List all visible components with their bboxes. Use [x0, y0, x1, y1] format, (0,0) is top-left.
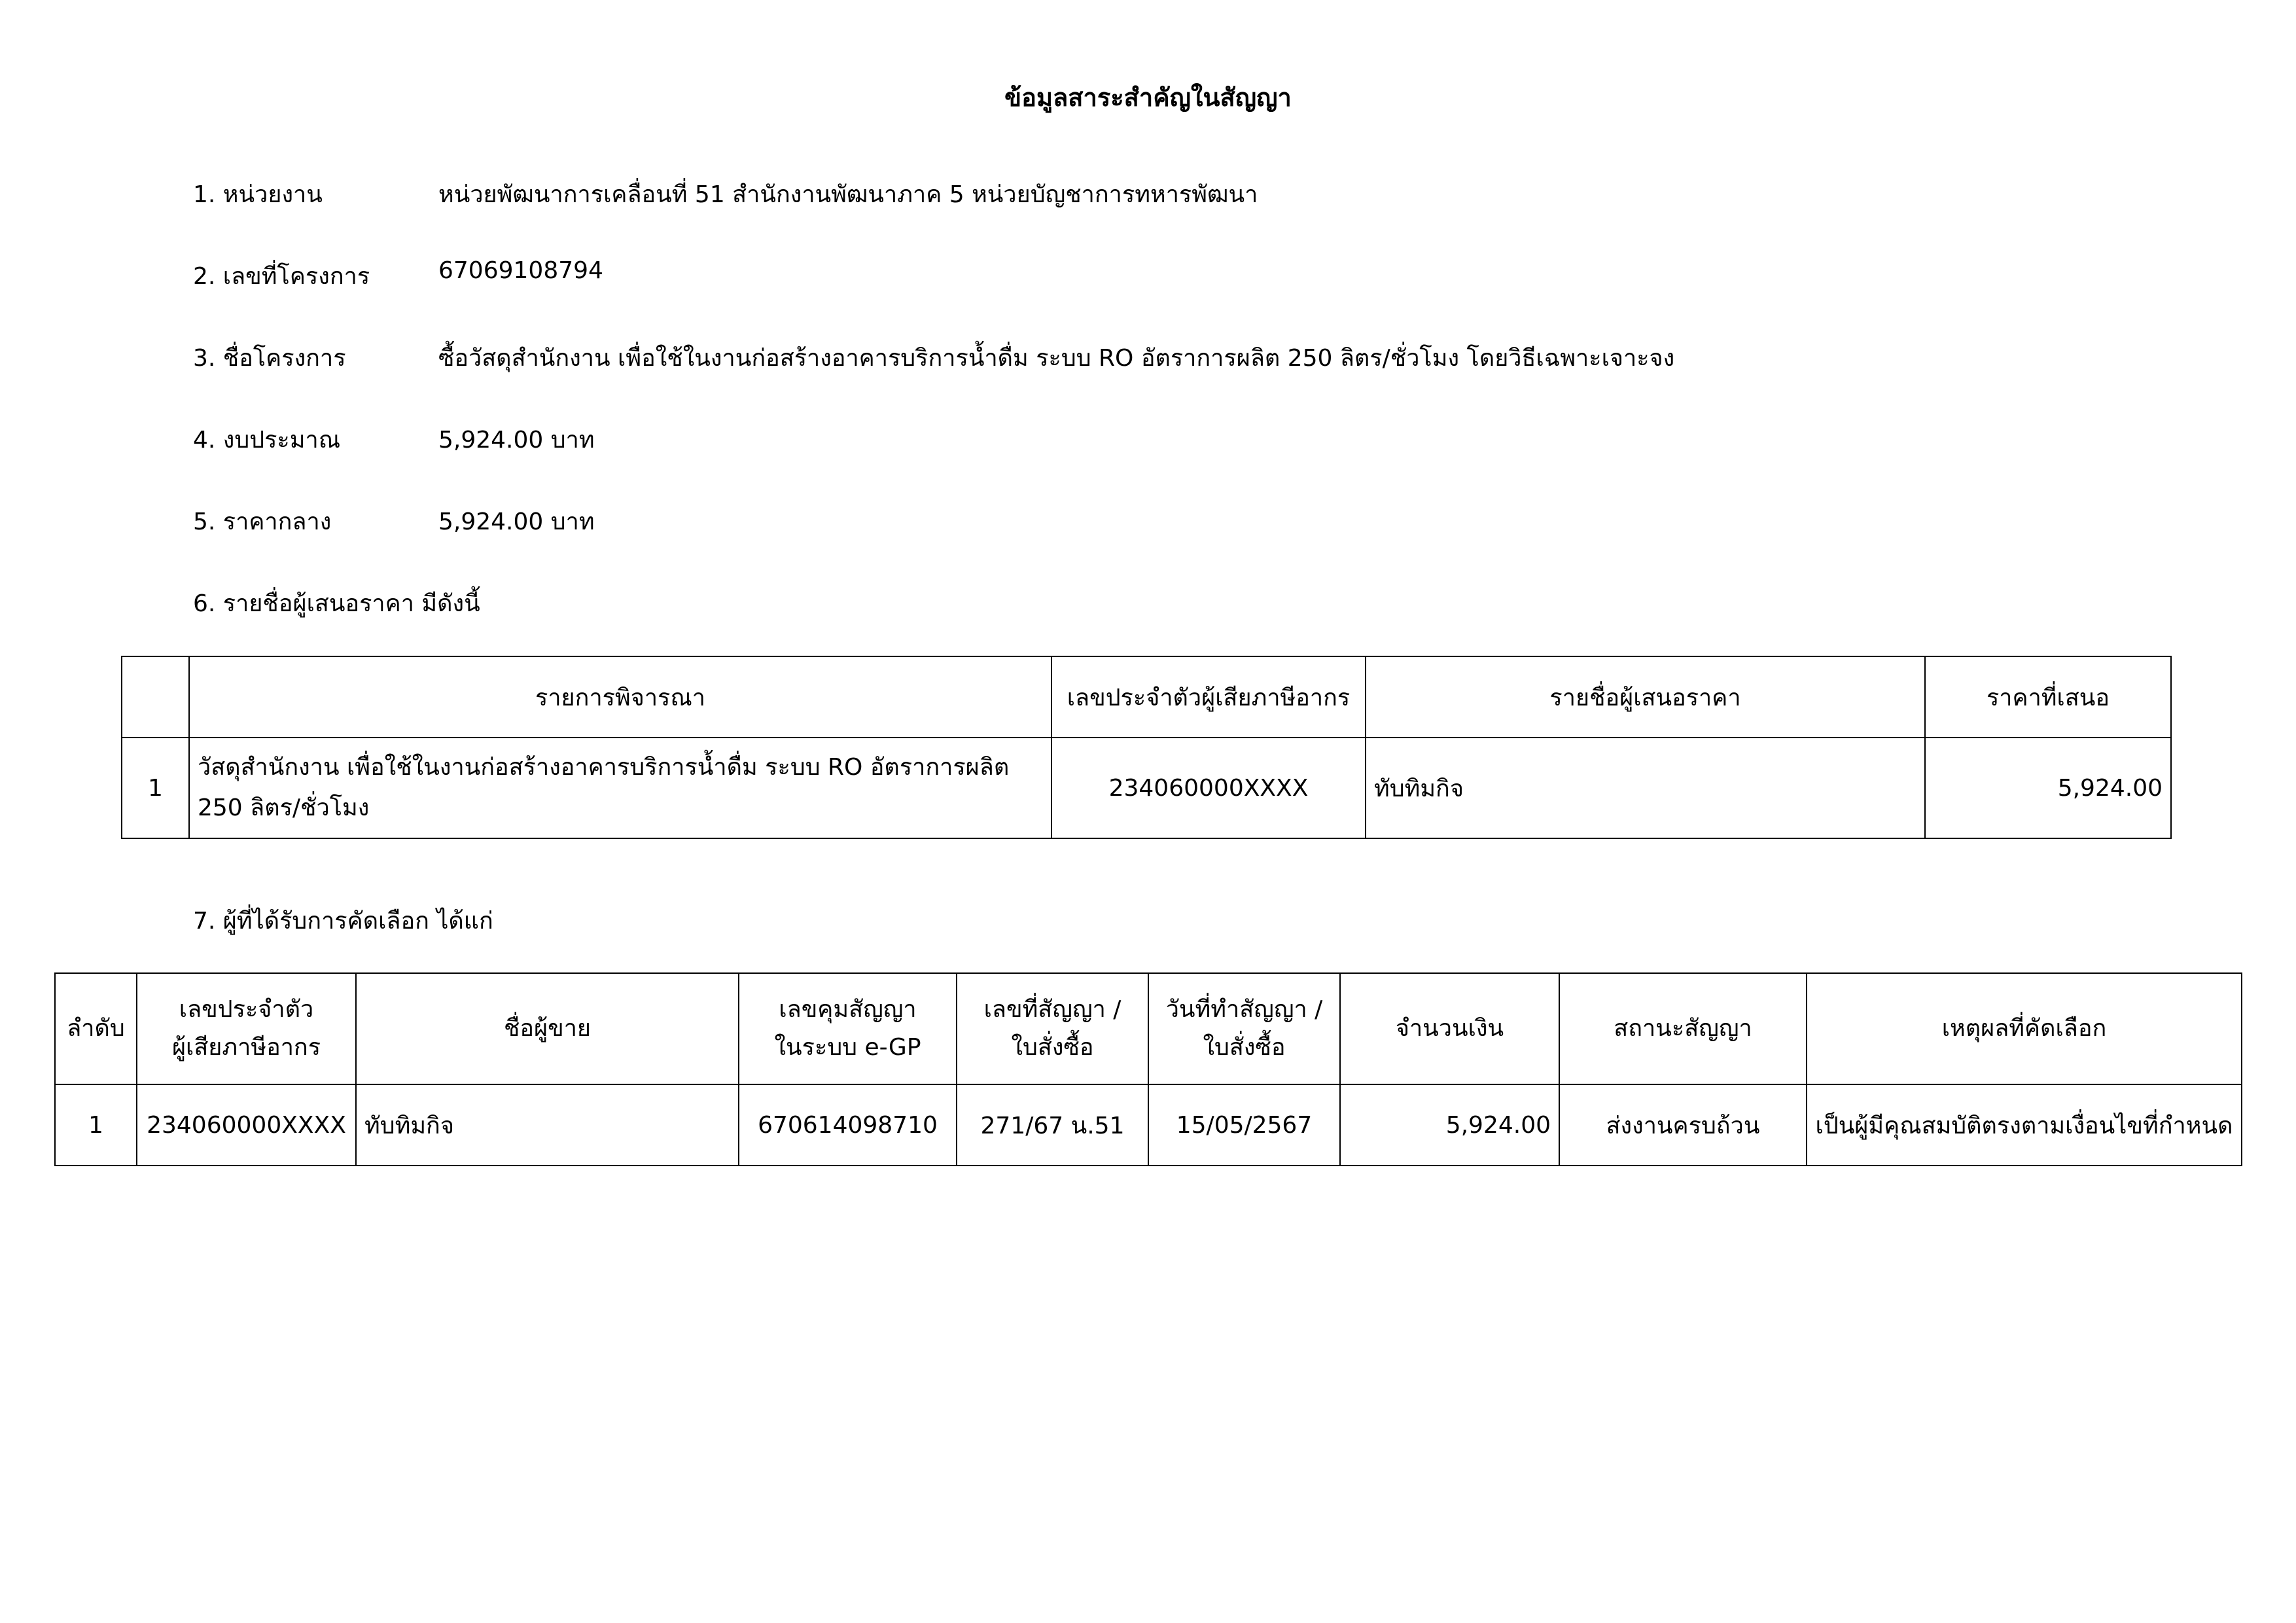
bidders-header-tax-id: เลขประจำตัวผู้เสียภาษีอากร	[1051, 656, 1366, 738]
bidder-row-price: 5,924.00	[1925, 738, 2171, 838]
field-agency-label: 1. หน่วยงาน	[193, 181, 323, 208]
field-project-number-label: 2. เลขที่โครงการ	[193, 263, 370, 290]
table-row	[122, 738, 2171, 838]
bidders-header-row	[122, 656, 2171, 738]
winners-header-reason: เหตุผลที่คัดเลือก	[1807, 973, 2242, 1084]
winners-header-contract-no	[957, 973, 1148, 1084]
winners-header-amount: จำนวนเงิน	[1340, 973, 1559, 1084]
winners-header-no: ลำดับ	[55, 973, 137, 1084]
winners-header-contract-date-line1: วันที่ทำสัญญา /	[1165, 996, 1323, 1023]
winners-section-label: 7. ผู้ที่ได้รับการคัดเลือก ได้แก่	[193, 908, 493, 935]
bidders-table	[121, 656, 2172, 839]
winner-row-seller: ทับทิมกิจ	[356, 1084, 739, 1166]
winner-row-contract-date: 15/05/2567	[1148, 1084, 1340, 1166]
bidder-row-bidder: ทับทิมกิจ	[1366, 738, 1925, 838]
winners-header-contract-no-line2: ใบสั่งซื้อ	[1011, 1034, 1094, 1061]
winners-header-control-no	[739, 973, 957, 1084]
bidders-header-price: ราคาที่เสนอ	[1925, 656, 2171, 738]
winners-header-control-no-line1: เลขคุมสัญญา	[779, 996, 917, 1023]
bidder-row-item	[189, 738, 1051, 838]
field-agency-value: หน่วยพัฒนาการเคลื่อนที่ 51 สำนักงานพัฒนาภาค 5 หน่วยบัญชาการทหารพัฒนา	[438, 181, 1258, 208]
winner-row-contract-no: 271/67 น.51	[957, 1084, 1148, 1166]
winners-header-control-no-line2: ในระบบ e-GP	[774, 1034, 921, 1061]
field-reference-price-label: 5. ราคากลาง	[193, 508, 332, 535]
table-row	[55, 1084, 2242, 1166]
winners-header-seller: ชื่อผู้ขาย	[356, 973, 739, 1084]
winners-header-status: สถานะสัญญา	[1559, 973, 1807, 1084]
bidders-header-no	[122, 656, 189, 738]
field-reference-price-value: 5,924.00 บาท	[438, 508, 595, 535]
bidders-header-bidder: รายชื่อผู้เสนอราคา	[1366, 656, 1925, 738]
bidder-row-no: 1	[122, 738, 189, 838]
winner-row-no: 1	[55, 1084, 137, 1166]
winners-table	[54, 972, 2242, 1166]
winner-row-control-no: 670614098710	[739, 1084, 957, 1166]
winners-header-tax-id-line2: ผู้เสียภาษีอากร	[171, 1034, 321, 1061]
winners-header-contract-date	[1148, 973, 1340, 1084]
bidders-header-item: รายการพิจารณา	[189, 656, 1051, 738]
winner-row-status: ส่งงานครบถ้วน	[1559, 1084, 1807, 1166]
bidder-row-item-line1: วัสดุสำนักงาน เพื่อใช้ในงานก่อสร้างอาคารบริการน้ำดื่ม ระบบ RO อัตราการผลิต	[198, 754, 1010, 781]
winners-header-row	[55, 973, 2242, 1084]
field-project-number-value: 67069108794	[438, 257, 603, 284]
winners-header-tax-id-line1: เลขประจำตัว	[179, 996, 314, 1023]
bidders-section-label: 6. รายชื่อผู้เสนอราคา มีดังนี้	[193, 590, 480, 617]
winner-row-amount: 5,924.00	[1340, 1084, 1559, 1166]
field-budget-label: 4. งบประมาณ	[193, 427, 341, 454]
winners-header-contract-date-line2: ใบสั่งซื้อ	[1203, 1034, 1286, 1061]
bidder-row-tax-id: 234060000XXXX	[1051, 738, 1366, 838]
field-project-name-label: 3. ชื่อโครงการ	[193, 345, 346, 372]
field-project-name-value: ซื้อวัสดุสำนักงาน เพื่อใช้ในงานก่อสร้างอาคารบริการน้ำดื่ม ระบบ RO อัตราการผลิต 250 ลิตร/ชั่วโมง โดยวิธีเฉพาะเจาะจง	[438, 345, 1675, 372]
bidder-row-item-line2: 250 ลิตร/ชั่วโมง	[198, 794, 370, 821]
field-budget-value: 5,924.00 บาท	[438, 427, 595, 454]
winners-header-contract-no-line1: เลขที่สัญญา /	[983, 996, 1122, 1023]
document-title: ข้อมูลสาระสำคัญในสัญญา	[1004, 83, 1292, 112]
winner-row-tax-id: 234060000XXXX	[137, 1084, 356, 1166]
winner-row-reason: เป็นผู้มีคุณสมบัติตรงตามเงื่อนไขที่กำหนด	[1807, 1084, 2242, 1166]
winners-header-tax-id	[137, 973, 356, 1084]
